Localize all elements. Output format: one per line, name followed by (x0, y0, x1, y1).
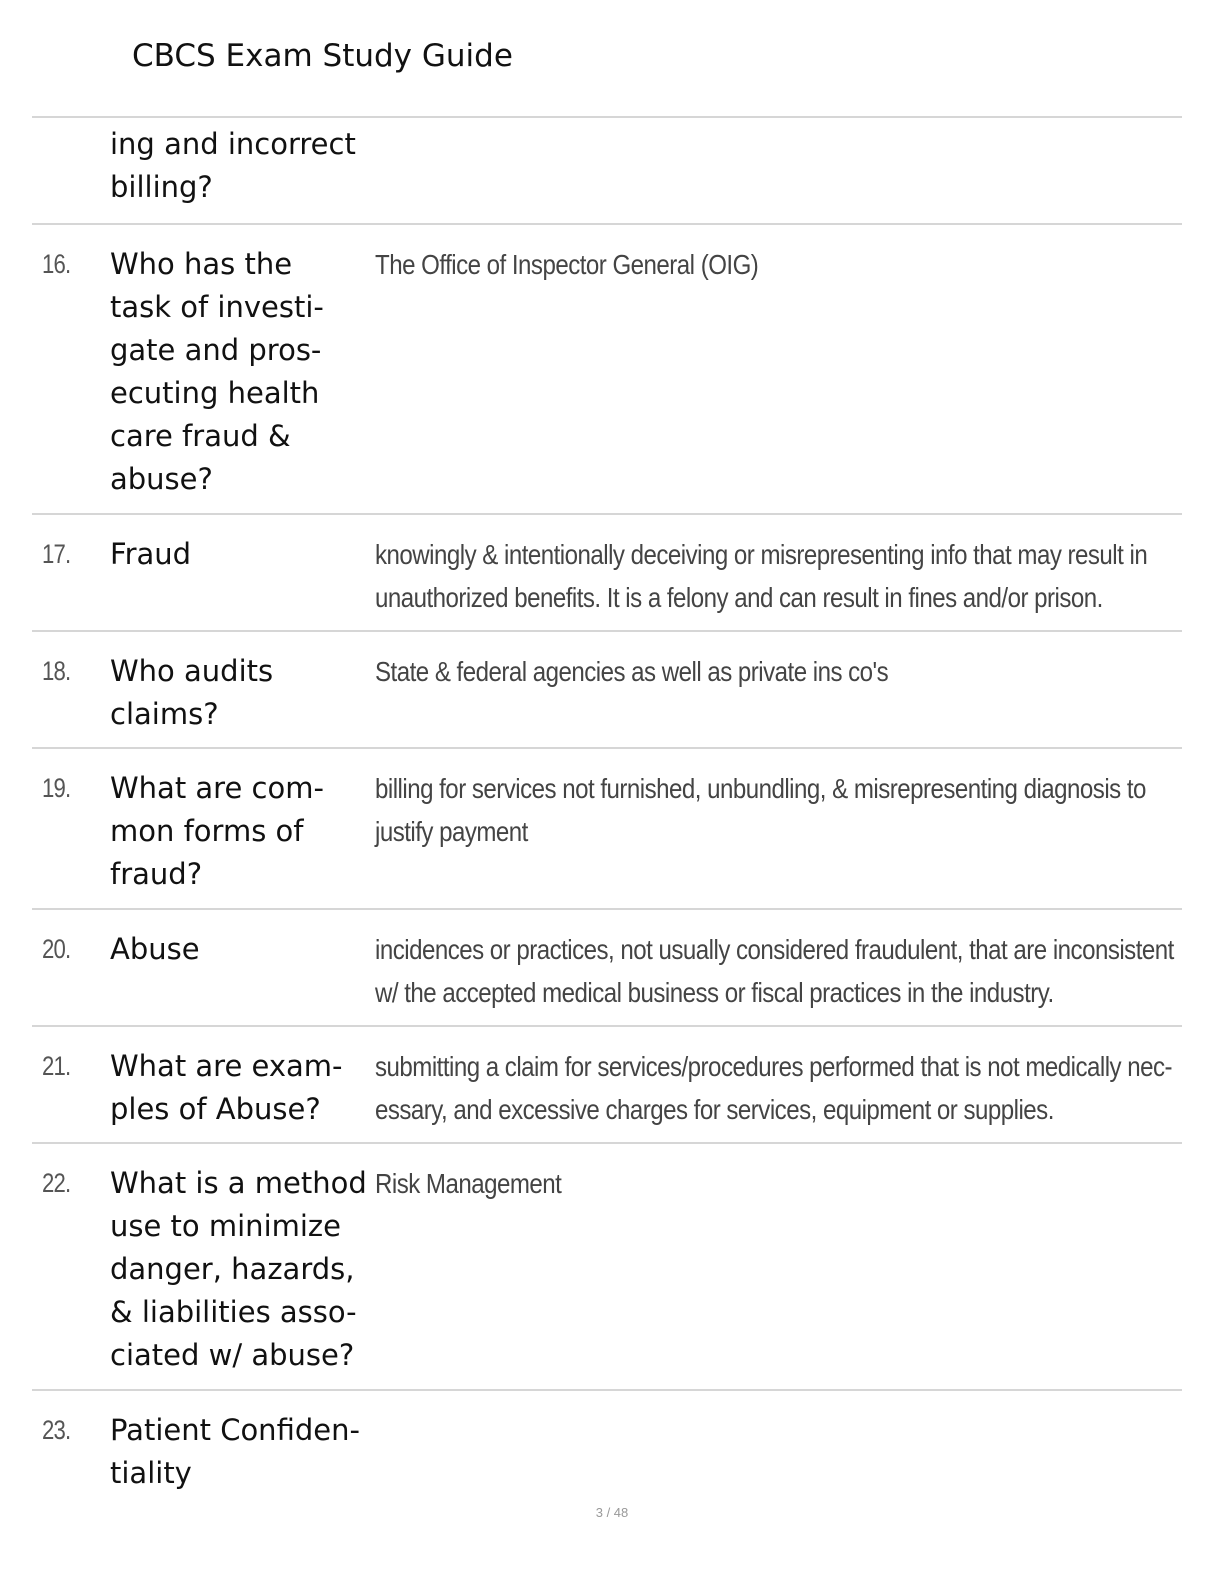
row-number: 21. (42, 1051, 71, 1081)
table-row (32, 1144, 1182, 1391)
table-row (32, 632, 1182, 749)
row-number: 22. (42, 1168, 71, 1198)
document-title: CBCS Exam Study Guide (132, 38, 513, 74)
row-term: Who has the task of investi- gate and pros- ecuting health care fraud & abuse? (110, 247, 324, 496)
row-number: 17. (42, 539, 71, 569)
table-row (32, 118, 1182, 225)
row-number: 23. (42, 1415, 71, 1445)
table-row (32, 1027, 1182, 1144)
row-number: 19. (42, 773, 71, 803)
row-definition: State & federal agencies as well as private ins co's (375, 656, 889, 687)
row-term: Abuse (110, 932, 200, 966)
row-number: 18. (42, 656, 71, 686)
row-number: 20. (42, 934, 71, 964)
row-definition: The Office of Inspector General (OIG) (375, 249, 759, 280)
table-row (32, 225, 1182, 515)
table-row (32, 515, 1182, 632)
table-row (32, 910, 1182, 1027)
table-row (32, 749, 1182, 910)
row-term: What are exam- ples of Abuse? (110, 1049, 343, 1126)
row-term: Who audits claims? (110, 654, 274, 731)
row-term: What is a method use to minimize danger, hazards, & liabilities asso- ciated w/ abuse? (110, 1166, 367, 1372)
row-term: Patient Confiden- tiality (110, 1413, 360, 1490)
row-number: 16. (42, 249, 71, 279)
row-definition: knowingly & intentionally deceiving or misrepresenting info that may result in unauthorized benefits. It is a felony and can result in fines and/or prison. (375, 539, 1148, 613)
page-number: 3 / 48 (595, 1505, 629, 1520)
row-definition: billing for services not furnished, unbundling, & misrepresenting diagnosis to justify payment (375, 773, 1146, 847)
table-row (32, 1391, 1182, 1501)
study-guide-table (32, 116, 1182, 1501)
row-definition: incidences or practices, not usually considered fraudulent, that are inconsistent w/ the accepted medical business or fiscal practices in the industry. (375, 934, 1174, 1008)
row-definition: submitting a claim for services/procedures performed that is not medically nec- essary, and excessive charges for services, equipment or supplies. (375, 1051, 1173, 1125)
row-term: Fraud (110, 537, 192, 571)
row-definition: Risk Management (375, 1168, 562, 1199)
row-term: ing and incorrect billing? (110, 127, 356, 204)
row-term: What are com- mon forms of fraud? (110, 771, 324, 891)
